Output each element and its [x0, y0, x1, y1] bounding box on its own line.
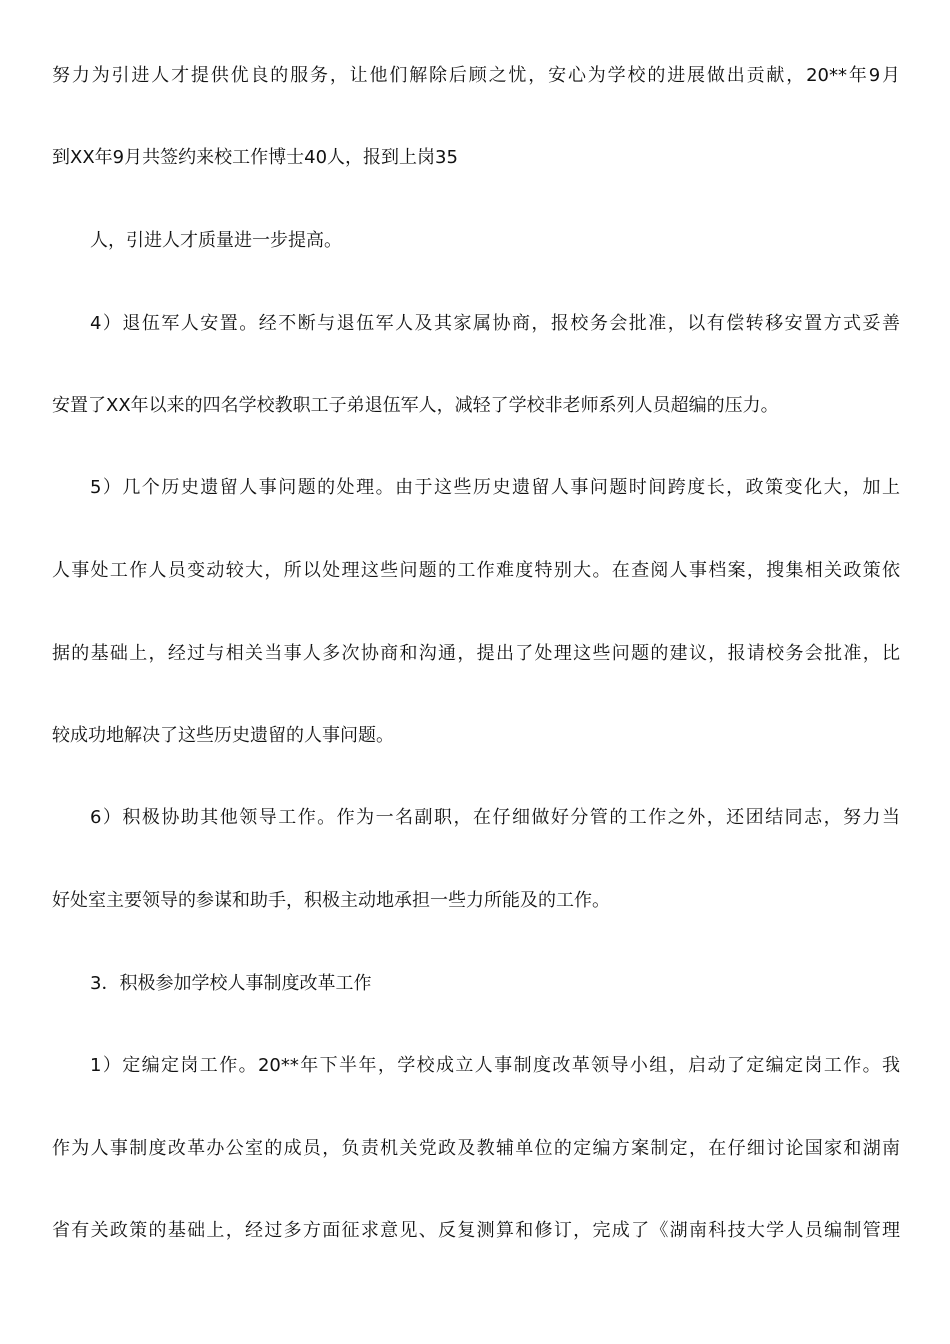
text-line: 安置了XX年以来的四名学校教职工子弟退伍军人，减轻了学校非老师系列人员超编的压力。 [52, 395, 779, 416]
text-line: 人事处工作人员变动较大，所以处理这些问题的工作难度特别大。在查阅人事档案，搜集相关政策依 [52, 560, 900, 581]
text-line: 作为人事制度改革办公室的成员，负责机关党政及教辅单位的定编方案制定，在仔细讨论国家和湖南 [52, 1138, 900, 1159]
text-line: 据的基础上，经过与相关当事人多次协商和沟通，提出了处理这些问题的建议，报请校务会批准，比 [52, 643, 900, 664]
text-line: 4）退伍军人安置。经不断与退伍军人及其家属协商，报校务会批准，以有偿转移安置方式妥善 [90, 313, 900, 334]
text-line: 努力为引进人才提供优良的服务，让他们解除后顾之忧，安心为学校的进展做出贡献，20**年9月 [52, 65, 900, 86]
text-line: 人，引进人才质量进一步提高。 [90, 230, 342, 251]
text-line: 到XX年9月共签约来校工作博士40人，报到上岗35 [52, 147, 458, 168]
text-line: 较成功地解决了这些历史遗留的人事问题。 [52, 725, 394, 746]
section-heading: 3．积极参加学校人事制度改革工作 [90, 973, 372, 994]
text-line: 好处室主要领导的参谋和助手，积极主动地承担一些力所能及的工作。 [52, 890, 610, 911]
text-line: 1）定编定岗工作。20**年下半年，学校成立人事制度改革领导小组，启动了定编定岗工作。我 [90, 1055, 900, 1076]
text-line: 5）几个历史遗留人事问题的处理。由于这些历史遗留人事问题时间跨度长，政策变化大，加上 [90, 477, 900, 498]
text-line: 6）积极协助其他领导工作。作为一名副职，在仔细做好分管的工作之外，还团结同志，努力当 [90, 807, 900, 828]
text-line: 省有关政策的基础上，经过多方面征求意见、反复测算和修订，完成了《湖南科技大学人员编制管理 [52, 1220, 900, 1241]
